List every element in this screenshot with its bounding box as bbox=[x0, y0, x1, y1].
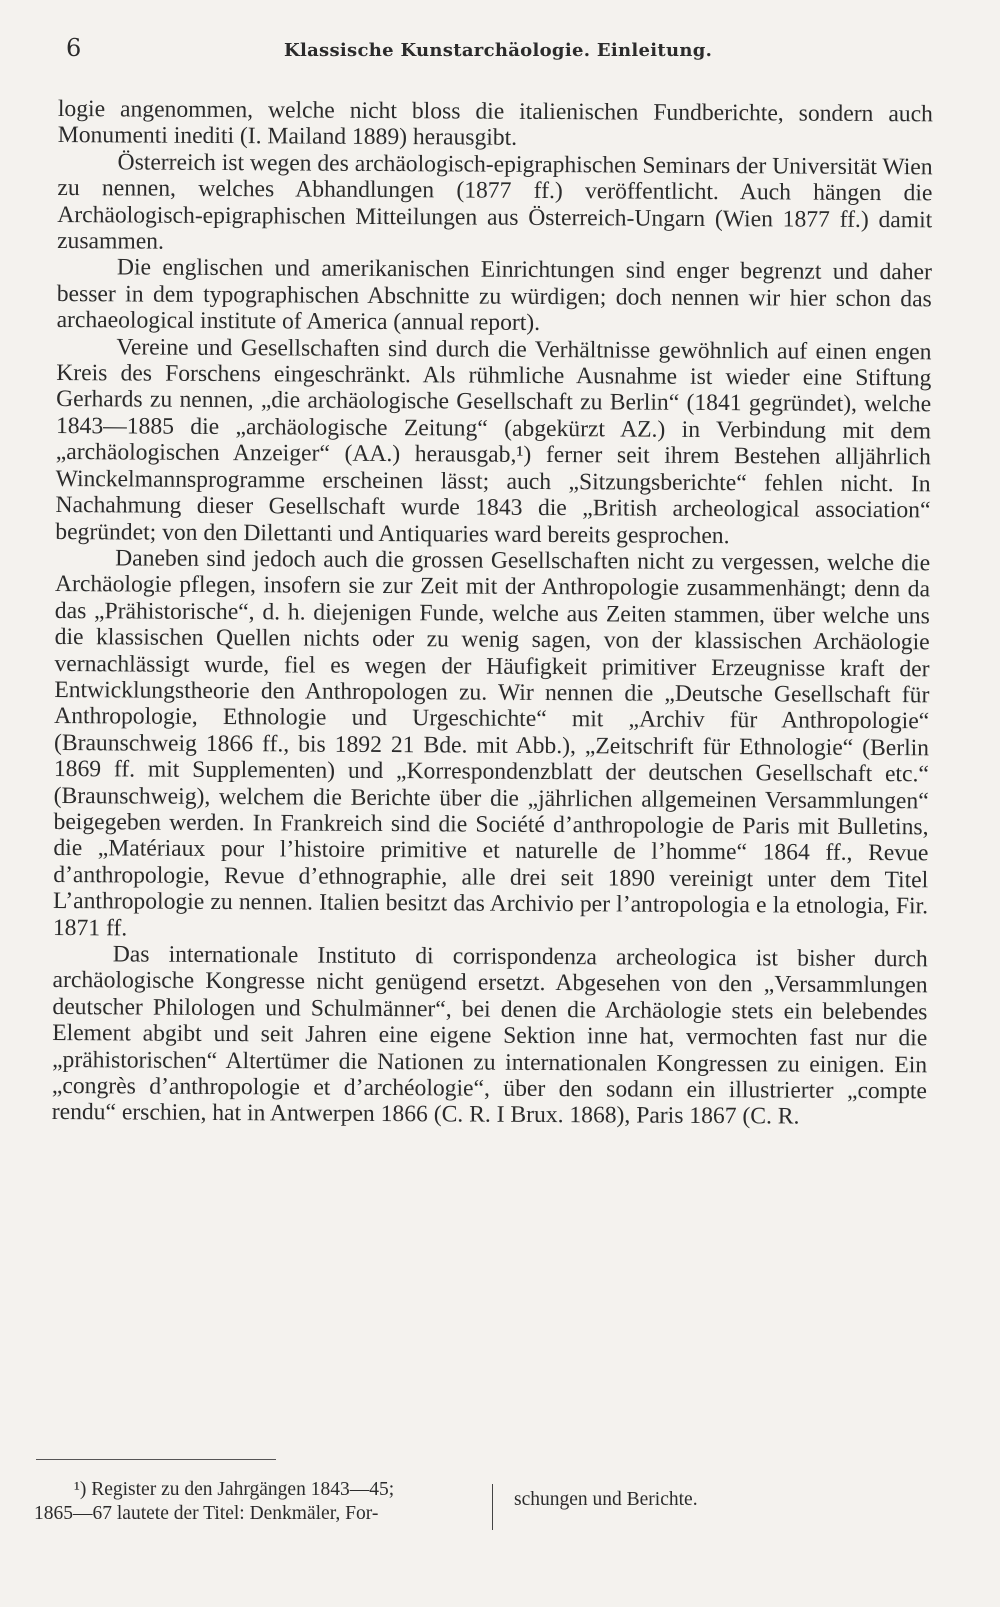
running-title: Klassische Kunstarchäologie. Einleitung. bbox=[284, 40, 713, 61]
footnote-line-2: 1865—67 lautete der Titel: Denkmäler, For- bbox=[34, 1503, 379, 1524]
paragraph-2: Österreich ist wegen des archäologisch-epigraphischen Seminars der Universität Wien zu nennen, welches Abhandlungen (1877 ff.) veröffentlicht. Auch hängen die Archäologisch-epigraphischen Mitteilungen aus Österreich-Ungarn (Wien 1877 ff.) damit zusammen. bbox=[57, 149, 933, 255]
paragraph-3: Die englischen und amerikanischen Einrichtungen sind enger begrenzt und daher besser in dem typographischen Abschnitte zu würdigen; doch nennen wir hier schon das archaeological institute of America (annual report). bbox=[56, 254, 933, 337]
paragraph-5: Daneben sind jedoch auch die grossen Gesellschaften nicht zu vergessen, welche die Archäologie pflegen, insofern sie zur Zeit mit der Anthropologie zusammenhängt; denn da das „Prähistorische“, d. h. diejenigen Funde, welche aus Zeiten stammen, über welche uns die klassischen Quellen nichts oder zu wenig sagen, von der klassischen Archäologie vernachlässigt wurde, fiel es wegen der Häufigkeit primitiver Erzeugnisse kraft der Entwicklungstheorie den Anthropologen zu. Wir nennen die „Deutsche Gesellschaft für Anthropologie, Ethnologie und Urgeschichte“ mit „Archiv für Anthropologie“ (Braunschweig 1866 ff., bis 1892 21 Bde. mit Abb.), „Zeitschrift für Ethnologie“ (Berlin 1869 ff. mit Supplementen) und „Korrespondenzblatt der deutschen Gesellschaft etc.“ (Braunschweig), welchem die Berichte über die „jährlichen allgemeinen Versammlungen“ beigegeben werden. In Frankreich sind die Société d’anthropologie de Paris mit Bulletins, die „Matériaux pour l’histoire primitive et naturelle de l’homme“ 1864 ff., Revue d’anthropologie, Revue d’ethnographie, alle drei seit 1890 vereinigt unter dem Titel L’anthropologie zu nennen. Italien besitzt das Archivio per l’antropologia e la etnologia, Fir. 1871 ff. bbox=[52, 545, 931, 942]
footnote-right-column: schungen und Berichte. bbox=[514, 1489, 698, 1510]
page-header bbox=[66, 34, 936, 74]
paragraph-4: Vereine und Gesellschaften sind durch die Verhältnisse gewöhnlich auf einen engen Kreis des Forschens eingeschränkt. Als rühmliche Ausnahme ist wieder eine Stiftung Gerhards zu nennen, „die archäologische Gesellschaft zu Berlin“ (1841 gegründet), welche 1843—1885 die „archäologische Zeitung“ (abgekürzt AZ.) in Verbindung mit dem „archäologischen Anzeiger“ (AA.) herausgab,¹) ferner seit ihrem Bestehen alljährlich Winckelmannsprogramme erscheinen lässt; auch „Sitzungsberichte“ fehlen nicht. In Nachahmung dieser Gesellschaft wurde 1843 die „British archeological association“ begründet; von den Dilettanti und Antiquaries ward bereits gesprochen. bbox=[55, 334, 932, 549]
footnote-left-column bbox=[34, 1478, 466, 1526]
footnote-column-divider bbox=[492, 1484, 493, 1530]
body-text bbox=[52, 96, 933, 1131]
paragraph-6: Das internationale Instituto di corrispondenza archeologica ist bisher durch archäologische Kongresse nicht genügend ersetzt. Abgesehen von den „Versammlungen deutscher Philologen und Schulmänner“, bei denen die Archäologie stets ein belebendes Element abgibt und seit Jahren eine eigene Sektion inne hat, vermochten fast nur die „prähistorischen“ Altertümer die Nationen zu internationalen Kongressen zu einigen. Ein „congrès d’anthropologie et d’archéologie“, über den sodann ein illustrierter „compte rendu“ erschien, hat in Antwerpen 1866 (C. R. I Brux. 1868), Paris 1867 (C. R. bbox=[51, 941, 928, 1130]
footnote-line-1: ¹) Register zu den Jahrgängen 1843—45; bbox=[74, 1479, 395, 1500]
paragraph-1: logie angenommen, welche nicht bloss die italienischen Fundberichte, sondern auch Monumenti inediti (I. Mailand 1889) herausgibt. bbox=[57, 96, 933, 152]
page-number: 6 bbox=[66, 34, 82, 62]
footnote-separator-rule bbox=[36, 1459, 276, 1460]
footnote bbox=[34, 1478, 939, 1538]
